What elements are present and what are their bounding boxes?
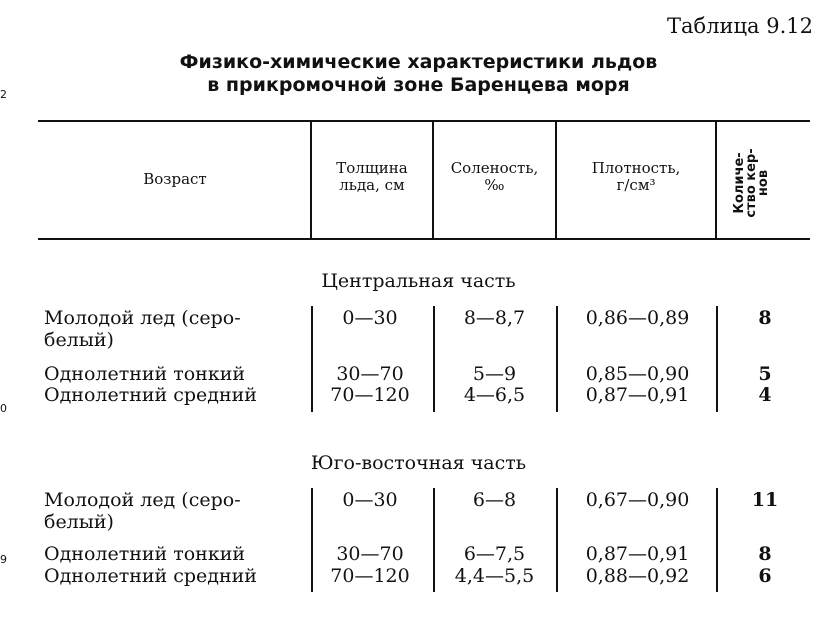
row-age xyxy=(44,489,241,533)
body-column-divider xyxy=(433,306,435,412)
row-age-line-2: белый) xyxy=(44,511,114,533)
row-age-line-1: Молодой лед (серо- xyxy=(44,307,241,329)
row-count: 11 xyxy=(751,489,779,511)
header-salinity-line-1: Соленость, xyxy=(450,159,539,177)
body-column-divider xyxy=(716,488,718,592)
row-count: 6 xyxy=(758,565,772,587)
row-thickness: 70—120 xyxy=(330,565,410,587)
row-salinity: 4,4—5,5 xyxy=(454,565,535,587)
row-density: 0,67—0,90 xyxy=(585,489,690,511)
header-thickness-line-2: льда, см xyxy=(339,176,405,194)
table-title-line-1: Физико-химические характеристики льдов xyxy=(179,51,658,73)
row-count: 5 xyxy=(758,363,772,385)
row-density: 0,87—0,91 xyxy=(585,384,690,406)
body-column-divider xyxy=(716,306,718,412)
row-age: Однолетний средний xyxy=(44,384,257,406)
body-column-divider xyxy=(311,488,313,592)
header-thickness-line-1: Толщина xyxy=(336,159,408,177)
header-column-divider xyxy=(715,122,717,238)
body-column-divider xyxy=(433,488,435,592)
header-age: Возраст xyxy=(143,170,207,188)
row-salinity: 6—8 xyxy=(472,489,517,511)
row-count: 4 xyxy=(758,384,772,406)
header-density-line-2: г/см³ xyxy=(616,176,656,194)
row-age-line-1: Молодой лед (серо- xyxy=(44,489,241,511)
row-thickness: 30—70 xyxy=(336,543,404,565)
body-column-divider xyxy=(556,306,558,412)
header-thickness xyxy=(312,160,432,194)
row-age: Однолетний тонкий xyxy=(44,363,246,385)
body-column-divider xyxy=(311,306,313,412)
section-title-central: Центральная часть xyxy=(321,270,516,292)
margin-number: 9 xyxy=(0,553,7,566)
row-age: Однолетний тонкий xyxy=(44,543,246,565)
row-age-line-2: белый) xyxy=(44,329,114,351)
row-age: Однолетний средний xyxy=(44,565,257,587)
header-count-line-3: нов xyxy=(756,169,771,197)
row-density: 0,85—0,90 xyxy=(585,363,690,385)
row-thickness: 70—120 xyxy=(330,384,410,406)
table-top-rule xyxy=(38,120,810,122)
margin-number: 2 xyxy=(0,88,7,101)
row-density: 0,87—0,91 xyxy=(585,543,690,565)
row-thickness: 0—30 xyxy=(342,489,398,511)
row-age xyxy=(44,307,241,351)
header-salinity xyxy=(434,160,555,194)
row-salinity: 4—6,5 xyxy=(463,384,526,406)
row-count: 8 xyxy=(758,543,772,565)
row-salinity: 6—7,5 xyxy=(463,543,526,565)
row-density: 0,88—0,92 xyxy=(585,565,690,587)
header-density xyxy=(557,160,715,194)
header-count-line-1: Количе- xyxy=(732,152,747,214)
table-number: Таблица 9.12 xyxy=(667,14,813,38)
row-density: 0,86—0,89 xyxy=(585,307,690,329)
section-title-southeast: Юго-восточная часть xyxy=(310,452,527,474)
margin-number: 0 xyxy=(0,402,7,415)
table-title-line-2: в прикромочной зоне Баренцева моря xyxy=(207,74,630,96)
table-header-rule xyxy=(38,238,810,240)
row-count: 8 xyxy=(758,307,772,329)
header-count xyxy=(734,143,770,223)
header-salinity-line-2: ‰ xyxy=(484,176,505,194)
header-density-line-1: Плотность, xyxy=(591,159,681,177)
row-salinity: 8—8,7 xyxy=(463,307,526,329)
body-column-divider xyxy=(556,488,558,592)
row-thickness: 30—70 xyxy=(336,363,404,385)
header-count-line-2: ство кер- xyxy=(744,148,759,218)
row-thickness: 0—30 xyxy=(342,307,398,329)
row-salinity: 5—9 xyxy=(472,363,517,385)
